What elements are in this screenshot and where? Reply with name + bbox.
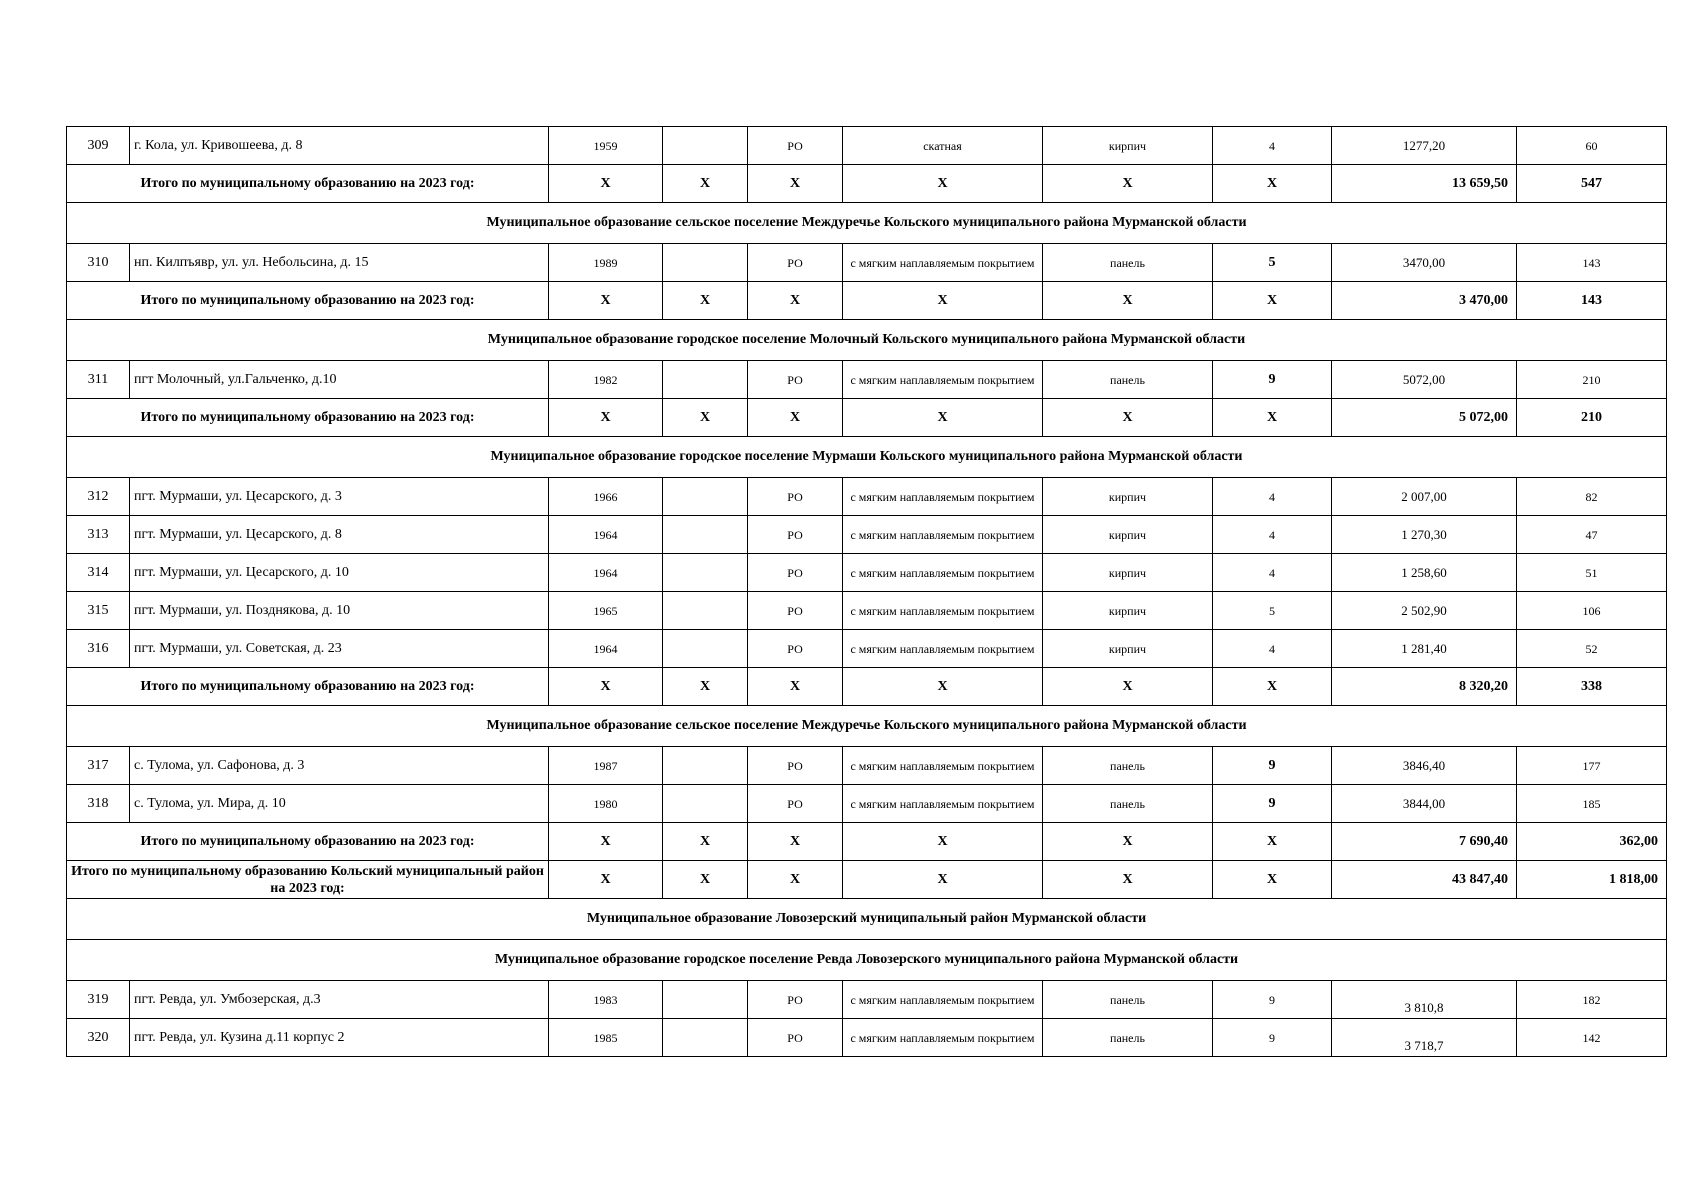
roof-type-cell: с мягким наплавляемым покрытием	[843, 630, 1043, 668]
address-cell: пгт. Ревда, ул. Кузина д.11 корпус 2	[130, 1019, 549, 1057]
table-row	[67, 516, 1667, 554]
blank-cell	[663, 592, 748, 630]
row-number-cell: 312	[67, 478, 130, 516]
x-mark-cell: X	[1213, 861, 1332, 899]
x-mark-cell: X	[549, 668, 663, 706]
wall-material-cell: панель	[1043, 361, 1213, 399]
floors-cell: 4	[1213, 630, 1332, 668]
x-mark-cell: X	[663, 165, 748, 203]
section-header-row	[67, 899, 1667, 940]
floors-cell: 4	[1213, 127, 1332, 165]
section-title: Муниципальное образование сельское поселение Междуречье Кольского муниципального района Мурманской области	[67, 706, 1667, 747]
total-residents-cell: 338	[1517, 668, 1667, 706]
residents-cell: 210	[1517, 361, 1667, 399]
year-cell: 1980	[549, 785, 663, 823]
residents-cell: 82	[1517, 478, 1667, 516]
x-mark-cell: X	[748, 861, 843, 899]
blank-cell	[663, 244, 748, 282]
roof-type-cell: с мягким наплавляемым покрытием	[843, 554, 1043, 592]
total-label: Итого по муниципальному образованию на 2023 год:	[67, 282, 549, 320]
address-cell: пгт Молочный, ул.Гальченко, д.10	[130, 361, 549, 399]
floors-cell: 9	[1213, 981, 1332, 1019]
year-cell: 1964	[549, 630, 663, 668]
x-mark-cell: X	[1213, 282, 1332, 320]
total-label: Итого по муниципальному образованию на 2023 год:	[67, 668, 549, 706]
row-number-cell: 309	[67, 127, 130, 165]
x-mark-cell: X	[748, 399, 843, 437]
wall-material-cell: панель	[1043, 785, 1213, 823]
x-mark-cell: X	[1043, 668, 1213, 706]
x-mark-cell: X	[843, 823, 1043, 861]
row-number-cell: 317	[67, 747, 130, 785]
roof-type-cell: с мягким наплавляемым покрытием	[843, 981, 1043, 1019]
total-area-cell: 3 470,00	[1332, 282, 1517, 320]
method-cell: РО	[748, 554, 843, 592]
housing-register-table	[66, 126, 1667, 1057]
section-header-row	[67, 437, 1667, 478]
roof-type-cell: с мягким наплавляемым покрытием	[843, 244, 1043, 282]
year-cell: 1959	[549, 127, 663, 165]
area-cell: 5072,00	[1332, 361, 1517, 399]
section-header-row	[67, 320, 1667, 361]
roof-type-cell: с мягким наплавляемым покрытием	[843, 785, 1043, 823]
area-cell: 1277,20	[1332, 127, 1517, 165]
floors-cell: 9	[1213, 361, 1332, 399]
x-mark-cell: X	[663, 668, 748, 706]
wall-material-cell: панель	[1043, 1019, 1213, 1057]
roof-type-cell: с мягким наплавляемым покрытием	[843, 747, 1043, 785]
wall-material-cell: кирпич	[1043, 516, 1213, 554]
x-mark-cell: X	[1213, 165, 1332, 203]
x-mark-cell: X	[1043, 282, 1213, 320]
area-cell: 2 007,00	[1332, 478, 1517, 516]
residents-cell: 51	[1517, 554, 1667, 592]
row-number-cell: 315	[67, 592, 130, 630]
method-cell: РО	[748, 1019, 843, 1057]
year-cell: 1985	[549, 1019, 663, 1057]
blank-cell	[663, 554, 748, 592]
blank-cell	[663, 981, 748, 1019]
address-cell: с. Тулома, ул. Сафонова, д. 3	[130, 747, 549, 785]
blank-cell	[663, 361, 748, 399]
subtotal-row	[67, 282, 1667, 320]
x-mark-cell: X	[549, 861, 663, 899]
roof-type-cell: с мягким наплавляемым покрытием	[843, 592, 1043, 630]
total-residents-cell: 362,00	[1517, 823, 1667, 861]
row-number-cell: 316	[67, 630, 130, 668]
x-mark-cell: X	[1213, 823, 1332, 861]
section-title: Муниципальное образование сельское поселение Междуречье Кольского муниципального района Мурманской области	[67, 203, 1667, 244]
method-cell: РО	[748, 981, 843, 1019]
x-mark-cell: X	[1213, 668, 1332, 706]
x-mark-cell: X	[663, 282, 748, 320]
total-label: Итого по муниципальному образованию Кольский муниципальный район на 2023 год:	[67, 861, 549, 899]
total-area-cell: 13 659,50	[1332, 165, 1517, 203]
x-mark-cell: X	[549, 399, 663, 437]
x-mark-cell: X	[549, 282, 663, 320]
area-cell: 3844,00	[1332, 785, 1517, 823]
floors-cell: 9	[1213, 747, 1332, 785]
floors-cell: 4	[1213, 554, 1332, 592]
row-number-cell: 314	[67, 554, 130, 592]
area-cell: 3846,40	[1332, 747, 1517, 785]
total-area-cell: 7 690,40	[1332, 823, 1517, 861]
year-cell: 1964	[549, 516, 663, 554]
floors-cell: 9	[1213, 1019, 1332, 1057]
total-label: Итого по муниципальному образованию на 2023 год:	[67, 823, 549, 861]
blank-cell	[663, 630, 748, 668]
floors-cell: 9	[1213, 785, 1332, 823]
x-mark-cell: X	[843, 282, 1043, 320]
area-cell: 3 718,7	[1332, 1019, 1517, 1057]
wall-material-cell: кирпич	[1043, 592, 1213, 630]
blank-cell	[663, 478, 748, 516]
table-row	[67, 592, 1667, 630]
wall-material-cell: кирпич	[1043, 127, 1213, 165]
blank-cell	[663, 747, 748, 785]
address-cell: пгт. Мурмаши, ул. Цесарского, д. 8	[130, 516, 549, 554]
method-cell: РО	[748, 478, 843, 516]
x-mark-cell: X	[748, 823, 843, 861]
total-area-cell: 8 320,20	[1332, 668, 1517, 706]
residents-cell: 143	[1517, 244, 1667, 282]
total-label: Итого по муниципальному образованию на 2023 год:	[67, 165, 549, 203]
section-title: Муниципальное образование Ловозерский муниципальный район Мурманской области	[67, 899, 1667, 940]
table-row	[67, 478, 1667, 516]
area-cell: 3470,00	[1332, 244, 1517, 282]
section-title: Муниципальное образование городское поселение Ревда Ловозерского муниципального района Мурманской области	[67, 940, 1667, 981]
area-cell: 1 270,30	[1332, 516, 1517, 554]
subtotal-row	[67, 668, 1667, 706]
table-row	[67, 127, 1667, 165]
method-cell: РО	[748, 785, 843, 823]
residents-cell: 177	[1517, 747, 1667, 785]
area-cell: 3 810,8	[1332, 981, 1517, 1019]
area-cell: 1 281,40	[1332, 630, 1517, 668]
x-mark-cell: X	[1213, 399, 1332, 437]
method-cell: РО	[748, 630, 843, 668]
table-row	[67, 554, 1667, 592]
method-cell: РО	[748, 747, 843, 785]
table-row	[67, 630, 1667, 668]
area-cell: 1 258,60	[1332, 554, 1517, 592]
method-cell: РО	[748, 127, 843, 165]
table-row	[67, 747, 1667, 785]
x-mark-cell: X	[843, 165, 1043, 203]
x-mark-cell: X	[1043, 399, 1213, 437]
x-mark-cell: X	[663, 823, 748, 861]
residents-cell: 47	[1517, 516, 1667, 554]
section-title: Муниципальное образование городское поселение Мурмаши Кольского муниципального района Мурманской области	[67, 437, 1667, 478]
subtotal-row	[67, 165, 1667, 203]
row-number-cell: 313	[67, 516, 130, 554]
total-area-cell: 5 072,00	[1332, 399, 1517, 437]
total-residents-cell: 1 818,00	[1517, 861, 1667, 899]
address-cell: г. Кола, ул. Кривошеева, д. 8	[130, 127, 549, 165]
year-cell: 1964	[549, 554, 663, 592]
x-mark-cell: X	[843, 399, 1043, 437]
row-number-cell: 318	[67, 785, 130, 823]
x-mark-cell: X	[1043, 861, 1213, 899]
floors-cell: 4	[1213, 516, 1332, 554]
year-cell: 1982	[549, 361, 663, 399]
roof-type-cell: с мягким наплавляемым покрытием	[843, 1019, 1043, 1057]
total-residents-cell: 547	[1517, 165, 1667, 203]
x-mark-cell: X	[663, 399, 748, 437]
table-row	[67, 785, 1667, 823]
total-label: Итого по муниципальному образованию на 2023 год:	[67, 399, 549, 437]
method-cell: РО	[748, 516, 843, 554]
roof-type-cell: с мягким наплавляемым покрытием	[843, 361, 1043, 399]
residents-cell: 60	[1517, 127, 1667, 165]
x-mark-cell: X	[549, 165, 663, 203]
address-cell: пгт. Мурмаши, ул. Советская, д. 23	[130, 630, 549, 668]
x-mark-cell: X	[843, 668, 1043, 706]
subtotal-row	[67, 823, 1667, 861]
wall-material-cell: панель	[1043, 244, 1213, 282]
blank-cell	[663, 785, 748, 823]
year-cell: 1989	[549, 244, 663, 282]
x-mark-cell: X	[748, 165, 843, 203]
blank-cell	[663, 127, 748, 165]
address-cell: пгт. Мурмаши, ул. Цесарского, д. 10	[130, 554, 549, 592]
x-mark-cell: X	[748, 282, 843, 320]
year-cell: 1987	[549, 747, 663, 785]
row-number-cell: 310	[67, 244, 130, 282]
wall-material-cell: кирпич	[1043, 478, 1213, 516]
section-header-row	[67, 203, 1667, 244]
x-mark-cell: X	[748, 668, 843, 706]
wall-material-cell: панель	[1043, 981, 1213, 1019]
table-row	[67, 361, 1667, 399]
address-cell: с. Тулома, ул. Мира, д. 10	[130, 785, 549, 823]
residents-cell: 52	[1517, 630, 1667, 668]
table-row	[67, 1019, 1667, 1057]
method-cell: РО	[748, 244, 843, 282]
row-number-cell: 319	[67, 981, 130, 1019]
total-residents-cell: 143	[1517, 282, 1667, 320]
address-cell: пгт. Мурмаши, ул. Позднякова, д. 10	[130, 592, 549, 630]
x-mark-cell: X	[663, 861, 748, 899]
address-cell: нп. Килпъявр, ул. ул. Небольсина, д. 15	[130, 244, 549, 282]
roof-type-cell: скатная	[843, 127, 1043, 165]
address-cell: пгт. Мурмаши, ул. Цесарского, д. 3	[130, 478, 549, 516]
method-cell: РО	[748, 592, 843, 630]
table-row	[67, 981, 1667, 1019]
subtotal-row	[67, 399, 1667, 437]
section-header-row	[67, 706, 1667, 747]
area-cell: 2 502,90	[1332, 592, 1517, 630]
blank-cell	[663, 1019, 748, 1057]
residents-cell: 185	[1517, 785, 1667, 823]
x-mark-cell: X	[549, 823, 663, 861]
total-area-cell: 43 847,40	[1332, 861, 1517, 899]
x-mark-cell: X	[843, 861, 1043, 899]
residents-cell: 142	[1517, 1019, 1667, 1057]
year-cell: 1966	[549, 478, 663, 516]
table-body	[67, 127, 1667, 1057]
grand-total-row	[67, 861, 1667, 899]
floors-cell: 5	[1213, 244, 1332, 282]
address-cell: пгт. Ревда, ул. Умбозерская, д.3	[130, 981, 549, 1019]
year-cell: 1983	[549, 981, 663, 1019]
x-mark-cell: X	[1043, 823, 1213, 861]
wall-material-cell: кирпич	[1043, 630, 1213, 668]
floors-cell: 5	[1213, 592, 1332, 630]
year-cell: 1965	[549, 592, 663, 630]
floors-cell: 4	[1213, 478, 1332, 516]
residents-cell: 182	[1517, 981, 1667, 1019]
row-number-cell: 320	[67, 1019, 130, 1057]
wall-material-cell: кирпич	[1043, 554, 1213, 592]
total-residents-cell: 210	[1517, 399, 1667, 437]
blank-cell	[663, 516, 748, 554]
roof-type-cell: с мягким наплавляемым покрытием	[843, 478, 1043, 516]
row-number-cell: 311	[67, 361, 130, 399]
section-title: Муниципальное образование городское поселение Молочный Кольского муниципального района Мурманской области	[67, 320, 1667, 361]
table-row	[67, 244, 1667, 282]
method-cell: РО	[748, 361, 843, 399]
section-header-row	[67, 940, 1667, 981]
x-mark-cell: X	[1043, 165, 1213, 203]
roof-type-cell: с мягким наплавляемым покрытием	[843, 516, 1043, 554]
residents-cell: 106	[1517, 592, 1667, 630]
wall-material-cell: панель	[1043, 747, 1213, 785]
